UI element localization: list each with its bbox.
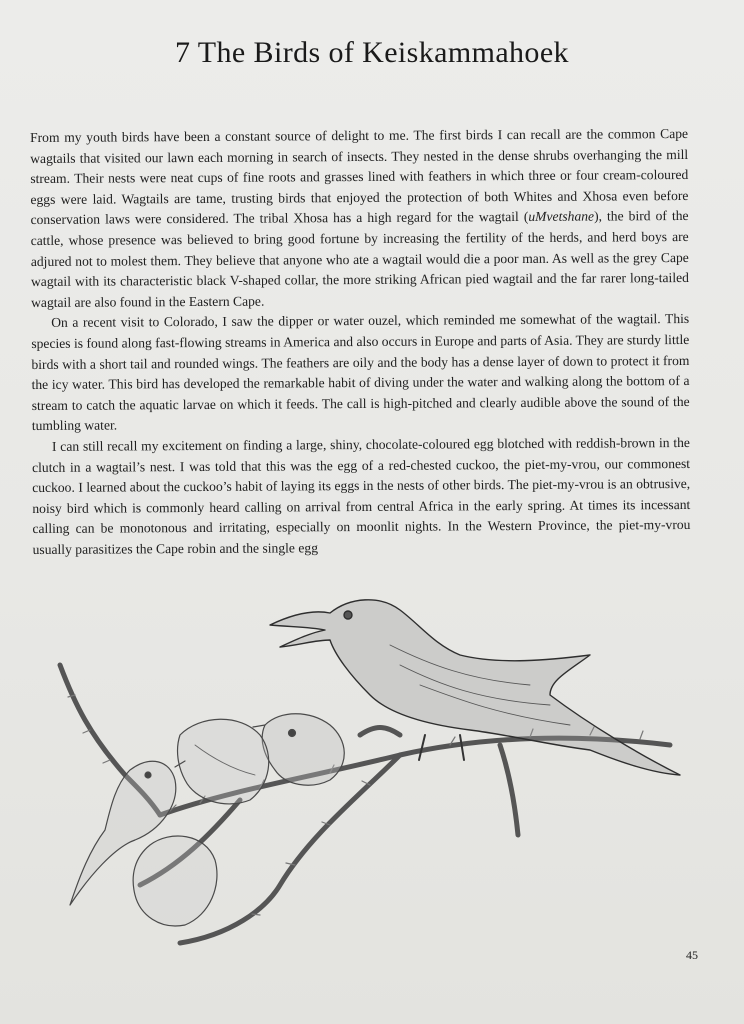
paragraph-2: On a recent visit to Colorado, I saw the dipper or water ouzel, which reminded me somewhat of the wagtail. This species is found along fast-flowing streams in America and also occurs in Europe and parts of Asia. They are sturdy little birds with a short tail and rounded wings. The feathers are oily and the body has a dense layer of down to protect it from the icy water. This bird has developed the remarkable habit of diving under the water and walking along the bottom of a stream to catch the aquatic larvae on which it feeds. The call is high-pitched and clearly audible above the sound of the tumbling water. — [31, 311, 690, 434]
paragraph-1 — [30, 124, 689, 313]
paragraph-1-text-start: From my youth birds have been a constant source of delight to me. The first birds I can recall are the common Cape wagtails that visited our lawn each morning in search of insects. They nested in the dense shrubs overhanging the mill stream. Their nests were neat cups of fine roots and grasses lined with feathers in which three or four cream-coloured eggs were laid. Wagtails are tame, trusting birds that enjoyed the protection of both Whites and Xhosa even before conservation laws were considered. The tribal Xhosa has a high regard for the wagtail ( — [30, 125, 689, 228]
paragraph-1-text-end: ), the bird of the cattle, whose presence was believed to bring good fortune by increasing the fertility of the herds, and herd boys are adjured not to molest them. They believe that anyone who ate a wagtail would die a poor man. As well as the grey Cape wagtail with its characteristic black V-shaped collar, the more striking African pied wagtail and the far rarer long-tailed wagtail are also found in the Eastern Cape. — [30, 208, 689, 310]
bird-illustration — [30, 585, 690, 955]
xhosa-word: uMvetshane — [528, 208, 595, 225]
small-bird-2 — [178, 719, 269, 804]
small-bird-4 — [133, 836, 217, 926]
body-text — [30, 124, 691, 560]
chapter-title: 7 The Birds of Keiskammahoek — [175, 36, 569, 69]
paragraph-3: I can still recall my excitement on finding a large, shiny, chocolate-coloured egg blotched with reddish-brown in the clutch in a wagtail’s nest. I was told that this was the egg of a red-chested cuckoo, the piet-my-vrou, our commonest cuckoo. I learned about the cuckoo’s habit of laying its eggs in the nests of other birds. The piet-my-vrou is an obtrusive, noisy bird which is commonly heard calling on arrival from central Africa in the early spring. At times its incessant calling can be monotonous and irritating, especially on moonlit nights. In the Western Province, the piet-my-vrou usually parasitizes the Cape robin and the single egg — [32, 434, 691, 557]
page-number: 45 — [686, 948, 698, 962]
